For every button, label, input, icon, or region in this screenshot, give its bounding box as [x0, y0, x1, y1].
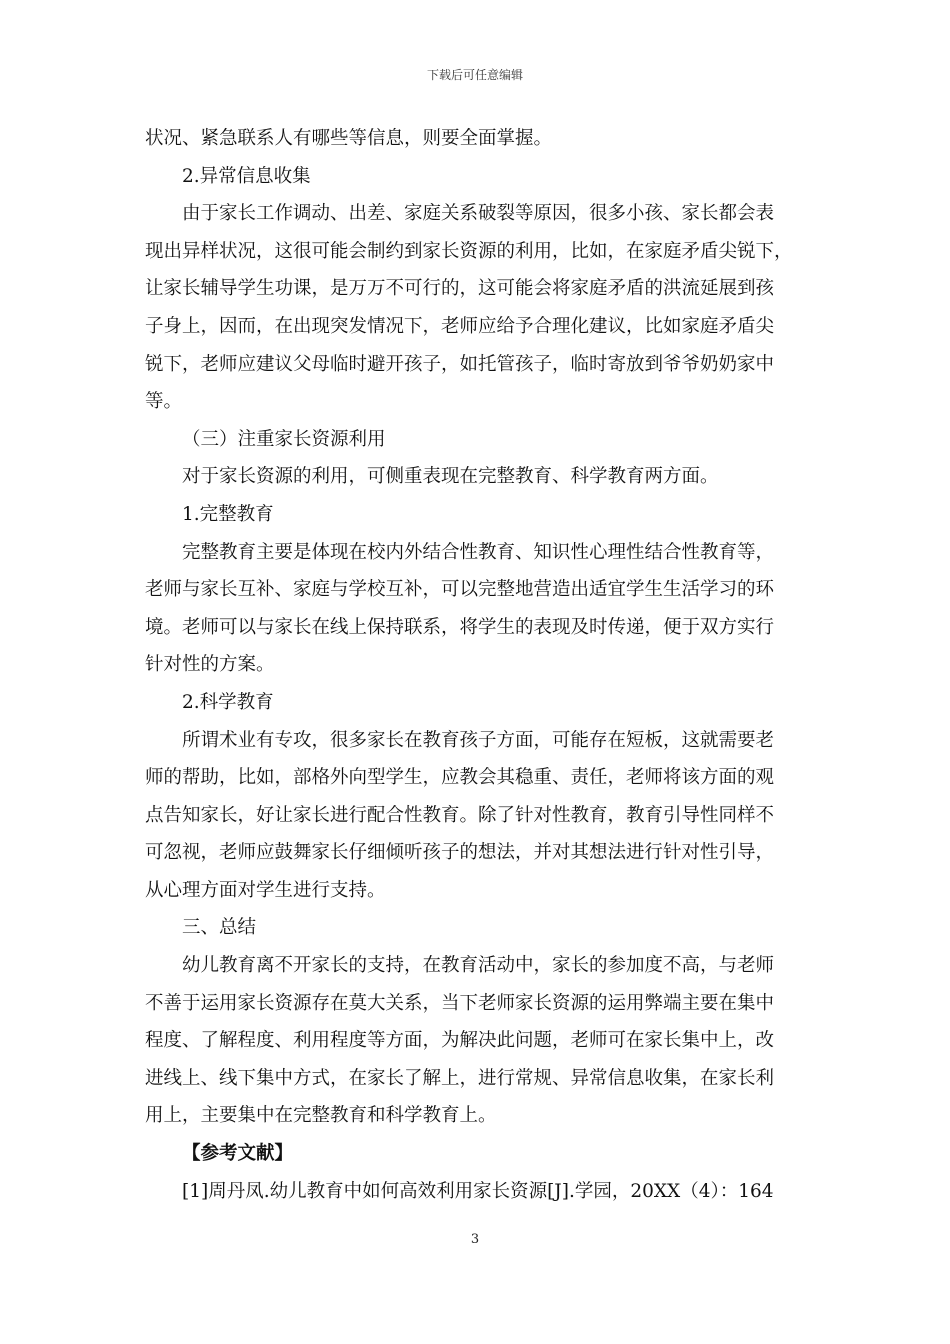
- paragraph-line: 程度、了解程度、利用程度等方面，为解决此问题，老师可在家长集中上，改: [145, 1030, 775, 1052]
- page-header: 下载后可任意编辑: [426, 68, 523, 82]
- subsection-heading: 2.异常信息收集: [182, 165, 311, 187]
- paragraph-line: 对于家长资源的利用，可侧重表现在完整教育、科学教育两方面。: [182, 466, 719, 488]
- paragraph-line: 不善于运用家长资源存在莫大关系，当下老师家长资源的运用弊端主要在集中: [145, 992, 775, 1014]
- paragraph-line: 子身上，因而，在出现突发情况下，老师应给予合理化建议，比如家庭矛盾尖: [145, 315, 775, 337]
- subsection-heading: 2.科学教育: [182, 691, 274, 713]
- paragraph-line: 境。老师可以与家长在线上保持联系，将学生的表现及时传递，便于双方实行: [145, 616, 775, 638]
- paragraph-line: 从心理方面对学生进行支持。: [145, 879, 386, 901]
- paragraph-line: 幼儿教育离不开家长的支持，在教育活动中，家长的参加度不高，与老师: [182, 955, 775, 977]
- section-heading: （三）注重家长资源利用: [182, 428, 386, 450]
- paragraph-line: 进线上、线下集中方式，在家长了解上，进行常规、异常信息收集，在家长利: [145, 1067, 775, 1089]
- paragraph-line: 用上，主要集中在完整教育和科学教育上。: [145, 1105, 497, 1127]
- paragraph-line: 现出异样状况，这很可能会制约到家长资源的利用，比如，在家庭矛盾尖锐下，: [145, 240, 793, 262]
- subsection-heading: 1.完整教育: [182, 503, 274, 525]
- paragraph-line: 老师与家长互补、家庭与学校互补，可以完整地营造出适宜学生生活学习的环: [145, 579, 775, 601]
- paragraph-line: 让家长辅导学生功课，是万万不可行的，这可能会将家庭矛盾的洪流延展到孩: [145, 278, 775, 300]
- paragraph-line: 针对性的方案。: [145, 654, 275, 676]
- paragraph-line: 由于家长工作调动、出差、家庭关系破裂等原因，很多小孩、家长都会表: [182, 203, 775, 225]
- paragraph-line: 状况、紧急联系人有哪些等信息，则要全面掌握。: [145, 128, 553, 149]
- paragraph-line: 完整教育主要是体现在校内外结合性教育、知识性心理性结合性教育等，: [182, 541, 775, 563]
- page-number: 3: [470, 1232, 480, 1247]
- paragraph-line: 可忽视，老师应鼓舞家长仔细倾听孩子的想法，并对其想法进行针对性引导，: [145, 842, 775, 864]
- paragraph-line: 等。: [145, 391, 183, 413]
- paragraph-line: 所谓术业有专攻，很多家长在教育孩子方面，可能存在短板，这就需要老: [182, 729, 775, 751]
- document-body: [145, 120, 810, 1210]
- paragraph-line: 锐下，老师应建议父母临时避开孩子，如托管孩子，临时寄放到爷爷奶奶家中: [145, 353, 775, 375]
- section-heading: 三、总结: [182, 917, 257, 939]
- references-heading: 【参考文献】: [182, 1143, 294, 1165]
- paragraph-line: 师的帮助，比如，部格外向型学生，应教会其稳重、责任，老师将该方面的观: [145, 767, 775, 789]
- reference-item: [1]周丹凤.幼儿教育中如何高效利用家长资源[J].学园，20XX（4）：164: [182, 1180, 774, 1202]
- paragraph-line: 点告知家长，好让家长进行配合性教育。除了针对性教育，教育引导性同样不: [145, 804, 775, 826]
